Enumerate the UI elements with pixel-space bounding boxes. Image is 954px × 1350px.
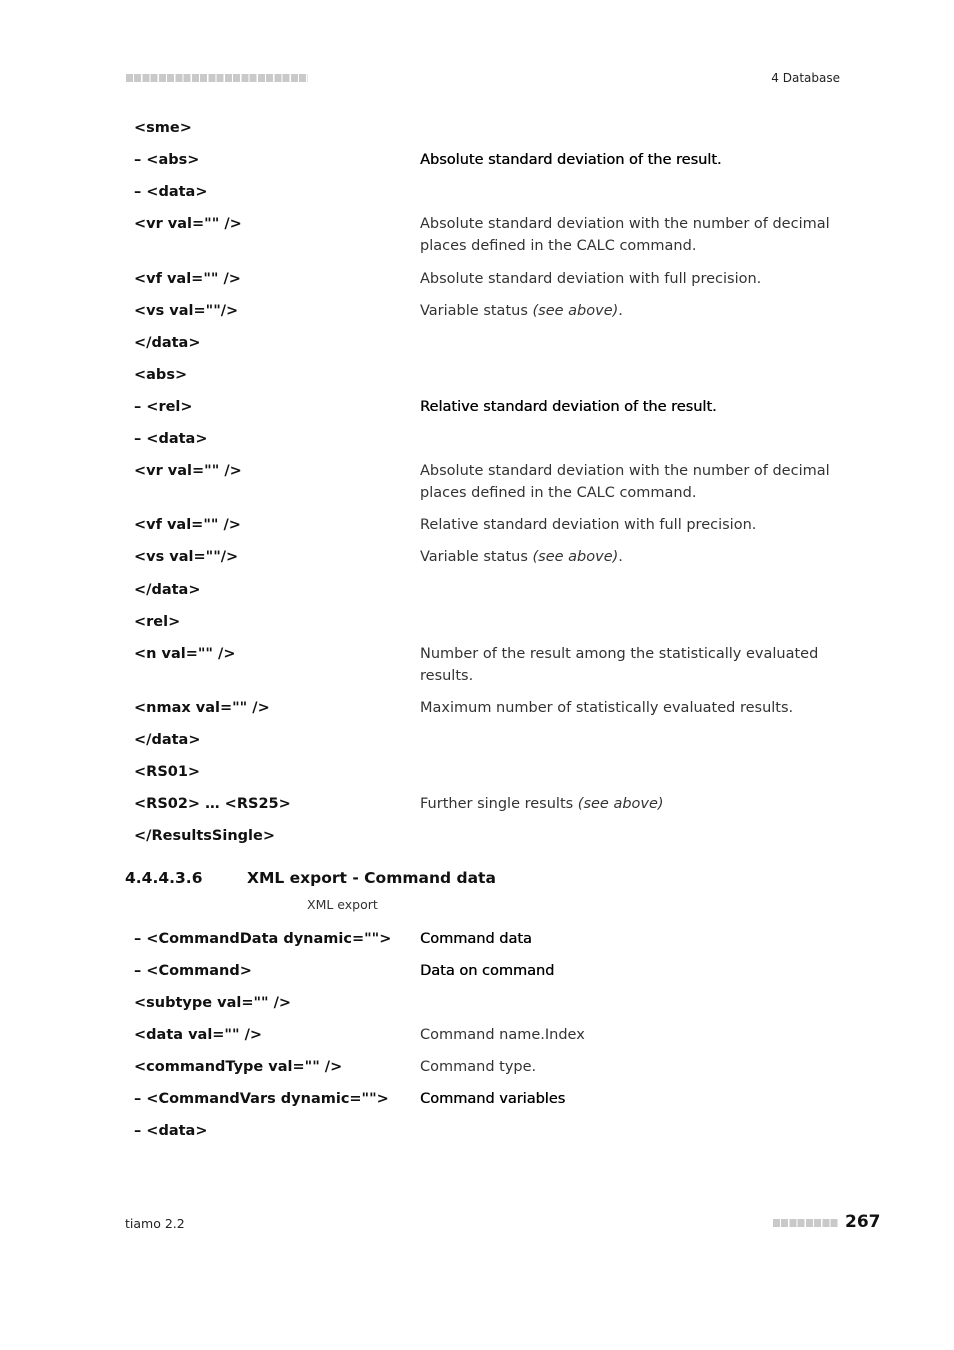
xml-tag: <vs val=""/> <box>134 549 239 565</box>
xml-tag: – <data> <box>134 184 208 200</box>
description-reference: (see above) <box>532 549 619 565</box>
tag-description <box>420 960 840 982</box>
description-suffix: . <box>618 303 623 319</box>
tag-description <box>420 928 840 950</box>
tag-description <box>420 460 840 504</box>
description-text: Further single results <box>420 796 578 812</box>
section-subtitle: XML export <box>307 897 378 912</box>
description-text: Absolute standard deviation with the number of decimal places defined in the CALC command. <box>420 463 830 501</box>
description-text: Command data <box>420 931 532 947</box>
description-text: Command variables <box>420 1091 566 1107</box>
description-text: Absolute standard deviation of the result. <box>420 152 722 168</box>
xml-tag: <sme> <box>134 120 192 136</box>
xml-tag: – <data> <box>134 1123 208 1139</box>
xml-tag: <vf val="" /> <box>134 517 241 533</box>
xml-tag: – <abs> <box>134 152 200 168</box>
footer-product: tiamo 2.2 <box>125 1216 185 1231</box>
xml-tag: </data> <box>134 732 201 748</box>
xml-tag: <n val="" /> <box>134 646 236 662</box>
xml-tag: <vs val=""/> <box>134 303 239 319</box>
xml-tag: </data> <box>134 582 201 598</box>
xml-tag: <vf val="" /> <box>134 271 241 287</box>
description-text: Variable status <box>420 303 533 319</box>
section-number: 4.4.4.3.6 <box>125 869 203 887</box>
xml-tag: – <CommandData dynamic=""> <box>134 931 392 947</box>
footer-decoration <box>773 1219 839 1227</box>
description-text: Absolute standard deviation with full precision. <box>420 271 762 287</box>
tag-description <box>420 268 840 290</box>
xml-tag: – <rel> <box>134 399 193 415</box>
description-reference: (see above) <box>577 796 664 812</box>
xml-tag: <commandType val="" /> <box>134 1059 343 1075</box>
description-text: Command type. <box>420 1059 537 1075</box>
tag-description <box>420 396 840 418</box>
tag-description <box>420 149 840 171</box>
xml-tag: <subtype val="" /> <box>134 995 292 1011</box>
xml-tag: <rel> <box>134 614 181 630</box>
description-reference: (see above) <box>532 303 619 319</box>
tag-description <box>420 697 840 719</box>
xml-tag: <nmax val="" /> <box>134 700 270 716</box>
tag-description <box>420 1088 840 1110</box>
tag-description <box>420 514 840 536</box>
xml-tag: – <Command> <box>134 963 252 979</box>
description-text: Relative standard deviation with full precision. <box>420 517 757 533</box>
xml-tag: – <data> <box>134 431 208 447</box>
section-title: XML export - Command data <box>247 869 496 887</box>
xml-tag: <RS01> <box>134 764 201 780</box>
tag-description <box>420 1024 840 1046</box>
description-suffix: . <box>618 549 623 565</box>
description-text: Data on command <box>420 963 555 979</box>
running-header-title: 4 Database <box>771 71 840 85</box>
header-decoration <box>126 74 308 82</box>
xml-tag: <RS02> … <RS25> <box>134 796 291 812</box>
xml-tag: <vr val="" /> <box>134 463 242 479</box>
tag-description <box>420 300 840 322</box>
description-text: Maximum number of statistically evaluated results. <box>420 700 794 716</box>
tag-description <box>420 643 840 687</box>
xml-tag: </ResultsSingle> <box>134 828 275 844</box>
description-text: Number of the result among the statistically evaluated results. <box>420 646 819 684</box>
page-number: 267 <box>845 1212 881 1232</box>
tag-description <box>420 793 840 815</box>
xml-tag: </data> <box>134 335 201 351</box>
description-text: Variable status <box>420 549 533 565</box>
xml-tag: <vr val="" /> <box>134 216 242 232</box>
xml-tag: <data val="" /> <box>134 1027 263 1043</box>
xml-tag: – <CommandVars dynamic=""> <box>134 1091 389 1107</box>
description-text: Relative standard deviation of the result. <box>420 399 717 415</box>
xml-tag: <abs> <box>134 367 188 383</box>
tag-description <box>420 546 840 568</box>
tag-description <box>420 1056 840 1078</box>
tag-description <box>420 213 840 257</box>
description-text: Command name.Index <box>420 1027 585 1043</box>
description-text: Absolute standard deviation with the number of decimal places defined in the CALC command. <box>420 216 830 254</box>
